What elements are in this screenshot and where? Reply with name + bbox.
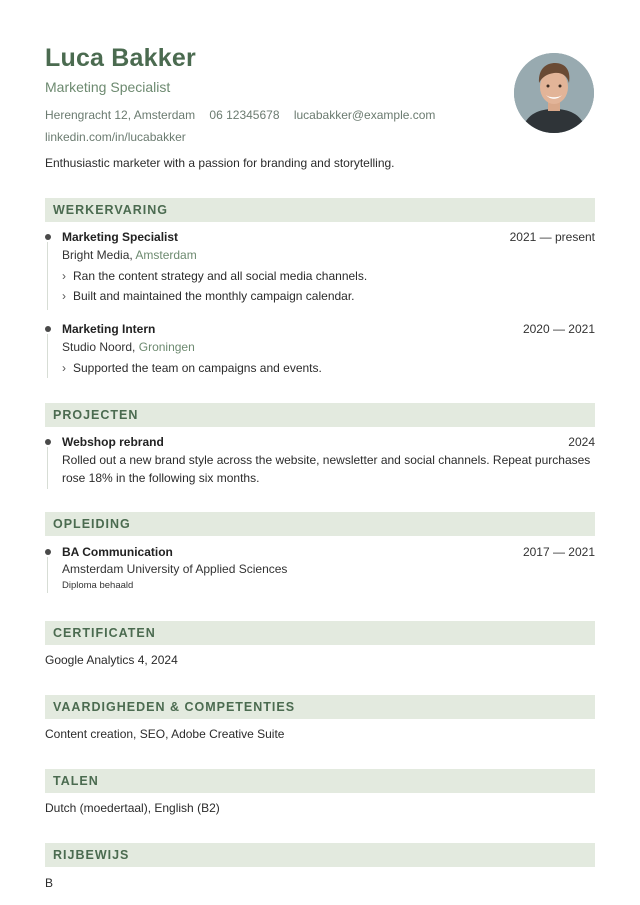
job-company — [62, 340, 195, 355]
job-bullet — [62, 289, 355, 304]
linkedin: linkedin.com/in/lucabakker — [45, 130, 186, 144]
job-role: Marketing Intern — [62, 322, 156, 336]
company-name: Studio Noord, — [62, 340, 136, 354]
timeline-line — [47, 334, 48, 378]
avatar-image — [514, 53, 594, 133]
timeline-line — [47, 557, 48, 593]
school-name: Amsterdam University of Applied Sciences — [62, 562, 288, 576]
description-line: rose 18% in the following six months. — [62, 470, 260, 485]
profile-summary: Enthusiastic marketer with a passion for branding and storytelling. — [45, 156, 395, 170]
section-title: OPLEIDING — [53, 517, 131, 531]
job-role: Marketing Specialist — [62, 230, 179, 244]
degree: BA Communication — [62, 545, 173, 559]
section-skills — [45, 695, 595, 719]
bullet-text: Supported the team on campaigns and events. — [73, 361, 322, 375]
project-description — [62, 452, 595, 487]
address: Herengracht 12, Amsterdam — [45, 108, 196, 122]
resume-header — [45, 42, 505, 145]
contact-line — [45, 107, 505, 123]
job-dates: 2020 — 2021 — [522, 322, 595, 336]
experience-entry — [45, 322, 595, 382]
section-languages — [45, 769, 595, 793]
timeline-line — [47, 242, 48, 310]
email: lucabakker@example.com — [293, 108, 436, 122]
section-title: RIJBEWIJS — [53, 848, 130, 862]
phone: 06 12345678 — [209, 108, 280, 122]
license-text: B — [45, 876, 54, 890]
section-title: VAARDIGHEDEN & COMPETENTIES — [53, 700, 296, 714]
section-title: PROJECTEN — [53, 408, 139, 422]
section-license — [45, 843, 595, 867]
skills-text: Content creation, SEO, Adobe Creative Suite — [45, 727, 285, 741]
section-projects — [45, 403, 595, 427]
section-title: WERKERVARING — [53, 203, 169, 217]
candidate-title: Marketing Specialist — [45, 79, 171, 95]
job-company — [62, 248, 197, 263]
job-dates: 2021 — present — [509, 230, 595, 244]
chevron-right-icon: › — [62, 269, 66, 283]
job-bullet — [62, 361, 322, 376]
languages-text: Dutch (moedertaal), English (B2) — [45, 801, 220, 815]
timeline-line — [47, 447, 48, 489]
section-title: TALEN — [53, 774, 99, 788]
education-dates: 2017 — 2021 — [522, 545, 595, 559]
description-line: Rolled out a new brand style across the website, newsletter and social channels. Repeat purchases — [62, 453, 591, 467]
timeline-dot — [45, 326, 51, 332]
education-entry — [45, 545, 595, 595]
chevron-right-icon: › — [62, 361, 66, 375]
project-entry — [45, 435, 595, 491]
project-name: Webshop rebrand — [62, 435, 164, 449]
company-location: Amsterdam — [135, 248, 197, 262]
profile-photo — [514, 53, 594, 133]
section-title: CERTIFICATEN — [53, 626, 156, 640]
bullet-text: Ran the content strategy and all social media channels. — [73, 269, 368, 283]
job-bullet — [62, 269, 367, 284]
section-education — [45, 512, 595, 536]
candidate-name: Luca Bakker — [45, 44, 196, 72]
bullet-text: Built and maintained the monthly campaign calendar. — [73, 289, 355, 303]
section-certificates — [45, 621, 595, 645]
company-name: Bright Media, — [62, 248, 133, 262]
timeline-dot — [45, 234, 51, 240]
section-experience — [45, 198, 595, 222]
experience-entry — [45, 230, 595, 310]
timeline-dot — [45, 549, 51, 555]
education-note: Diploma behaald — [62, 580, 134, 591]
company-location: Groningen — [138, 340, 195, 354]
project-year: 2024 — [568, 435, 595, 449]
certificates-text: Google Analytics 4, 2024 — [45, 653, 178, 667]
chevron-right-icon: › — [62, 289, 66, 303]
timeline-dot — [45, 439, 51, 445]
